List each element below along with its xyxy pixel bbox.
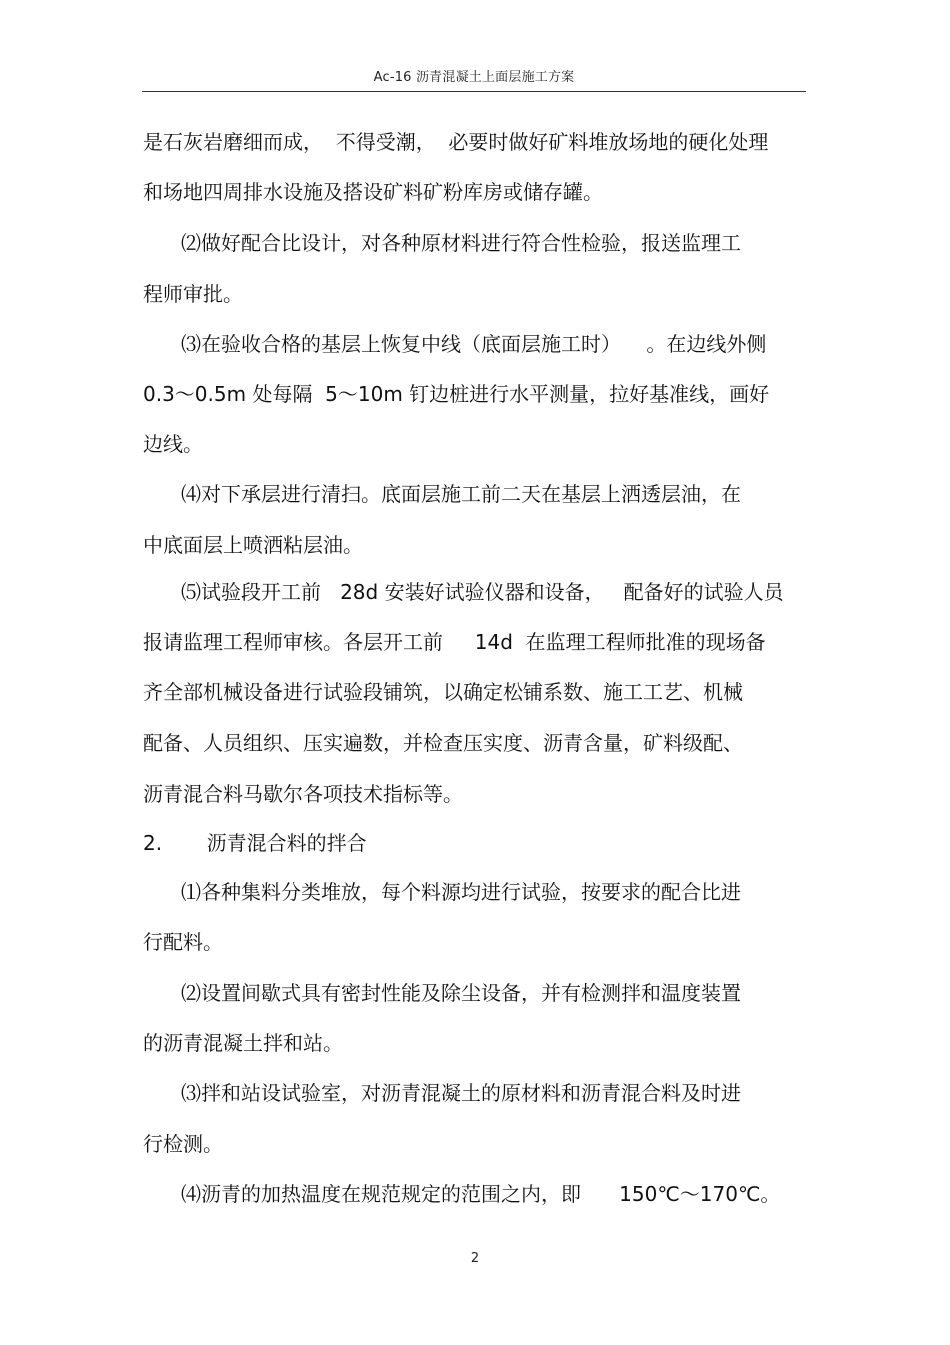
section-heading: 2. 沥青混合料的拌合 [143, 831, 367, 855]
body-line-20: ⑶拌和站设试验室，对沥青混凝土的原材料和沥青混合料及时进 [181, 1081, 741, 1105]
body-line-14: 沥青混合料马歇尔各项技术指标等。 [143, 782, 463, 806]
body-line-13: 配备、人员组织、压实遍数，并检查压实度、沥青含量，矿料级配、 [143, 731, 743, 755]
body-line-16: ⑴各种集料分类堆放，每个料源均进行试验，按要求的配合比进 [181, 880, 741, 904]
body-line-19: 的沥青混凝土拌和站。 [143, 1031, 343, 1055]
page-number: 2 [470, 1251, 480, 1266]
body-line-10: ⑸试验段开工前 28d 安装好试验仪器和设备， 配备好的试验人员 [181, 580, 784, 604]
body-line-4: 程师审批。 [143, 282, 243, 306]
page-header-title: Ac-16 沥青混凝土上面层施工方案 [373, 70, 575, 85]
body-line-3: ⑵做好配合比设计，对各种原材料进行符合性检验，报送监理工 [181, 231, 741, 255]
header-divider [142, 91, 806, 92]
body-line-9: 中底面层上喷洒粘层油。 [143, 533, 363, 557]
body-line-22: ⑷沥青的加热温度在规范规定的范围之内，即 150℃～170℃。 [181, 1182, 781, 1206]
body-line-18: ⑵设置间歇式具有密封性能及除尘设备，并有检测拌和温度装置 [181, 981, 741, 1005]
body-line-7: 边线。 [143, 432, 203, 456]
body-line-17: 行配料。 [143, 930, 223, 954]
body-line-11: 报请监理工程师审核。各层开工前 14d 在监理工程师批准的现场备 [143, 630, 766, 654]
body-line-21: 行检测。 [143, 1132, 223, 1156]
body-line-5: ⑶在验收合格的基层上恢复中线（底面层施工时） 。在边线外侧 [181, 332, 767, 356]
body-line-12: 齐全部机械设备进行试验段铺筑，以确定松铺系数、施工工艺、机械 [143, 680, 743, 704]
body-line-2: 和场地四周排水设施及搭设矿料矿粉库房或储存罐。 [143, 180, 603, 204]
body-line-8: ⑷对下承层进行清扫。底面层施工前二天在基层上洒透层油，在 [181, 482, 741, 506]
body-line-6: 0.3～0.5m 处每隔 5～10m 钉边桩进行水平测量，拉好基准线，画好 [143, 382, 770, 406]
body-line-1: 是石灰岩磨细而成， 不得受潮， 必要时做好矿料堆放场地的硬化处理 [143, 130, 769, 154]
